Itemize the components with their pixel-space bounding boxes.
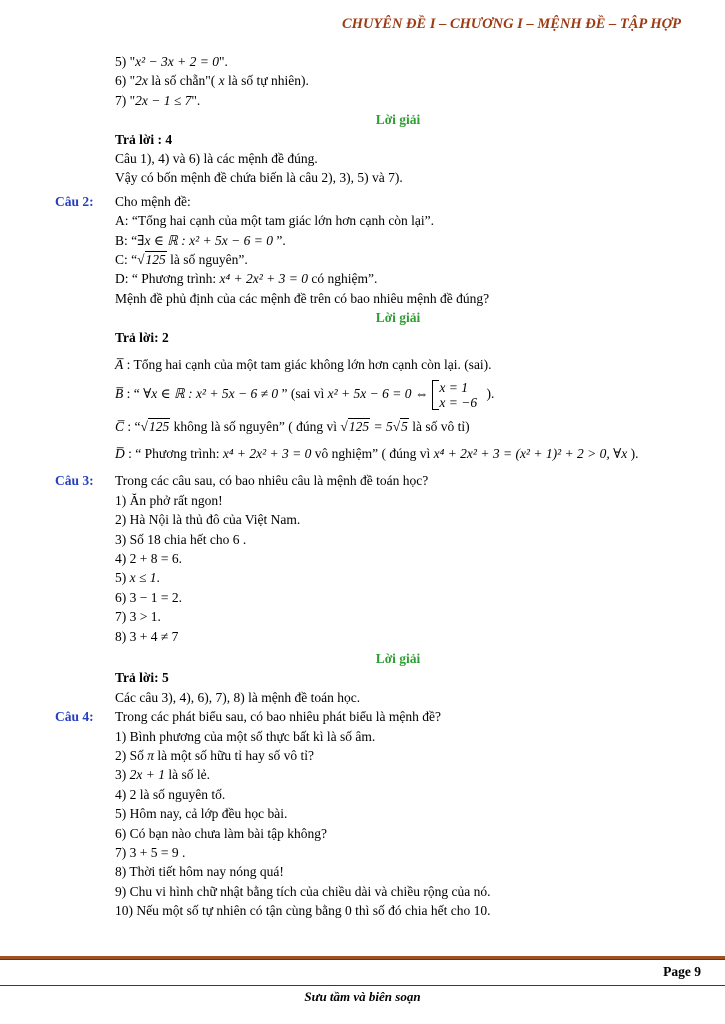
text-segment: 1) Bình phương của một số thực bất kì là số âm. — [115, 728, 376, 744]
text-segment: 7) 3 > 1. — [115, 609, 161, 625]
document-line — [115, 328, 681, 347]
text-segment: : “ — [124, 418, 141, 434]
text-segment: 1) Ăn phở rất ngon! — [115, 492, 223, 508]
document-line — [115, 882, 681, 901]
sqrt-expression — [141, 419, 171, 434]
document-line — [115, 417, 681, 436]
document-line — [115, 901, 681, 920]
text-segment: là số tự nhiên). — [224, 73, 309, 89]
document-line — [115, 149, 681, 168]
math-expression: B̅ — [115, 385, 124, 401]
document-line — [115, 130, 681, 149]
text-segment: B: “ — [115, 232, 138, 248]
text-segment: Trong các phát biểu sau, có bao nhiêu phát biểu là mệnh đề? — [115, 709, 442, 725]
text-segment: ". — [191, 92, 201, 108]
question-number-label: Câu 3: — [55, 473, 94, 489]
document-line — [115, 355, 681, 374]
math-expression: x² + 5x − 6 = 0 ⇔ — [327, 385, 429, 401]
math-expression: = 5 — [370, 418, 393, 434]
sqrt-expression — [393, 419, 409, 434]
document-content — [55, 52, 681, 921]
math-expression: ∃x ∈ ℝ : x² + 5x − 6 = 0 — [137, 232, 273, 248]
document-line — [115, 765, 681, 784]
math-expression: A̅ — [115, 357, 124, 373]
text-segment: là số chẵn"( — [147, 73, 219, 89]
text-segment: không là số nguyên” ( đúng vì — [170, 418, 341, 434]
question-number-label: Câu 2: — [55, 193, 94, 209]
document-line — [115, 168, 681, 187]
text-segment: . — [156, 570, 160, 586]
math-expression: C̅ — [115, 418, 125, 434]
text-segment: Trả lời: 2 — [115, 329, 169, 345]
math-expression: x⁴ + 2x² + 3 = (x² + 1)² + 2 > 0, ∀x — [433, 445, 628, 461]
text-segment: ” (sai vì — [278, 385, 328, 401]
text-segment: là một số hữu tỉ hay số vô tỉ? — [154, 748, 314, 763]
text-segment: 7) " — [115, 92, 136, 108]
text-segment: 6) 3 − 1 = 2. — [115, 589, 182, 605]
math-expression: x — [218, 73, 225, 89]
text-segment: 3) — [115, 767, 130, 783]
document-line — [55, 471, 681, 490]
text-segment: : “ — [123, 385, 144, 401]
cases-row: x = 1 — [439, 379, 468, 395]
text-segment: 5) " — [115, 54, 136, 69]
document-line — [115, 649, 681, 668]
math-expression: 2x + 1 — [129, 767, 165, 783]
text-segment: 3) Số 18 chia hết cho 6 . — [115, 531, 247, 547]
text-segment: 9) Chu vi hình chữ nhật bằng tích của chiều dài và chiều rộng của nó. — [115, 883, 491, 899]
text-segment: là số nguyên”. — [166, 252, 248, 268]
text-segment: Các câu 3), 4), 6), 7), 8) là mệnh đề toán học. — [115, 689, 361, 705]
text-segment: Trong các câu sau, có bao nhiêu câu là mệnh đề toán học? — [115, 473, 429, 489]
text-segment: 2) Hà Nội là thủ đô của Việt Nam. — [115, 512, 301, 528]
document-line — [115, 231, 681, 250]
radicand: 125 — [145, 252, 166, 268]
text-segment: vô nghiệm” ( đúng vì — [311, 445, 434, 461]
document-line — [115, 607, 681, 626]
text-segment: ”. — [272, 232, 286, 248]
sqrt-expression — [137, 252, 167, 267]
text-segment: Cho mệnh đề: — [115, 193, 191, 209]
document-line — [115, 627, 681, 646]
document-line — [115, 824, 681, 843]
text-segment: 10) Nếu một số tự nhiên có tận cùng bằng 0 thì số đó chia hết cho 10. — [115, 903, 491, 919]
radicand: 5 — [401, 418, 408, 434]
text-segment: Lời giải — [375, 112, 421, 128]
text-segment: 7) 3 + 5 = 9 . — [115, 845, 186, 861]
text-segment: 6) " — [115, 73, 136, 89]
text-segment: có nghiệm”. — [308, 271, 378, 287]
document-line — [115, 52, 681, 71]
text-segment: 2) Số — [115, 748, 148, 763]
document-line — [115, 668, 681, 687]
document-line — [115, 804, 681, 823]
document-line — [115, 843, 681, 862]
radical-sign: √ — [137, 252, 145, 268]
radical-sign: √ — [392, 418, 401, 434]
cases-bracket — [432, 379, 479, 411]
text-segment: Vậy có bốn mệnh đề chứa biến là câu 2), 3), 5) và 7). — [115, 170, 403, 186]
document-line — [115, 549, 681, 568]
text-segment: Câu 1), 4) và 6) là các mệnh đề đúng. — [115, 151, 318, 167]
document-line — [55, 192, 681, 211]
document-line — [115, 727, 681, 746]
text-segment: 4) 2 là số nguyên tố. — [115, 786, 226, 802]
text-segment: là số lẻ. — [164, 767, 210, 783]
text-segment: 5) — [115, 570, 130, 586]
text-segment: 8) Thời tiết hôm nay nóng quá! — [115, 864, 284, 880]
text-segment: 5) Hôm nay, cả lớp đều học bài. — [115, 806, 288, 822]
text-segment: D: “ Phương trình: — [115, 271, 220, 287]
text-segment: 8) 3 + 4 ≠ 7 — [115, 628, 179, 644]
math-expression: ∀x ∈ ℝ : x² + 5x − 6 ≠ 0 — [143, 385, 279, 401]
text-segment: là số vô tỉ) — [408, 418, 470, 434]
credit-rule — [0, 985, 725, 986]
math-expression: D̅ — [115, 445, 125, 461]
text-segment: ". — [219, 54, 228, 69]
text-segment: A: “Tổng hai cạnh của một tam giác lớn hơn cạnh còn lại”. — [115, 213, 435, 229]
page-header-title: CHUYÊN ĐỀ I – CHƯƠNG I – MỆNH ĐỀ – TẬP HỢP — [342, 16, 681, 32]
radicand: 125 — [348, 418, 370, 434]
text-segment: C: “ — [115, 252, 138, 268]
text-segment: Mệnh đề phủ định của các mệnh đề trên có bao nhiêu mệnh đề đúng? — [115, 290, 490, 306]
document-line — [115, 211, 681, 230]
document-line — [115, 746, 681, 765]
math-expression: x⁴ + 2x² + 3 = 0 — [222, 445, 312, 461]
cases-row: x = −6 — [439, 394, 478, 410]
footer-rule — [0, 956, 725, 960]
text-segment: 6) Có bạn nào chưa làm bài tập không? — [115, 825, 328, 841]
document-line — [115, 289, 681, 308]
document-line — [115, 110, 681, 129]
document-line — [115, 444, 681, 463]
radicand: 125 — [148, 418, 170, 434]
sqrt-expression — [340, 419, 370, 434]
text-segment: Lời giải — [375, 650, 421, 666]
document-line — [115, 785, 681, 804]
page-number: Page 9 — [663, 964, 701, 979]
document-line — [115, 91, 681, 110]
math-expression: π — [147, 748, 155, 763]
document-line — [115, 269, 681, 288]
text-segment: ). — [483, 385, 495, 401]
document-line — [115, 308, 681, 327]
document-line — [115, 568, 681, 587]
question-number-label: Câu 4: — [55, 709, 94, 725]
radical-sign: √ — [140, 418, 148, 434]
document-line — [115, 530, 681, 549]
text-segment: : Tổng hai cạnh của một tam giác không lớn hơn cạnh còn lại. (sai). — [123, 357, 492, 373]
document-line — [115, 862, 681, 881]
math-expression: x⁴ + 2x² + 3 = 0 — [219, 271, 309, 287]
math-expression: 2x — [135, 73, 148, 89]
document-line — [115, 379, 681, 411]
document-line — [115, 510, 681, 529]
text-segment: Trả lời: 5 — [115, 670, 169, 686]
radical-sign: √ — [340, 418, 348, 434]
text-segment: Lời giải — [375, 310, 421, 326]
document-line — [115, 71, 681, 90]
document-line — [115, 491, 681, 510]
document-line — [115, 688, 681, 707]
text-segment: Trả lời : 4 — [115, 131, 173, 147]
math-expression: x² − 3x + 2 = 0 — [135, 54, 220, 69]
document-line — [115, 250, 681, 269]
text-segment: 4) 2 + 8 = 6. — [115, 550, 182, 566]
text-segment: ). — [627, 445, 639, 461]
document-line — [55, 707, 681, 726]
text-segment: : “ Phương trình: — [124, 445, 223, 461]
document-line — [115, 588, 681, 607]
math-expression: 2x − 1 ≤ 7 — [135, 92, 192, 108]
credit-text: Sưu tầm và biên soạn — [304, 989, 421, 1004]
math-expression: x ≤ 1 — [129, 570, 157, 586]
